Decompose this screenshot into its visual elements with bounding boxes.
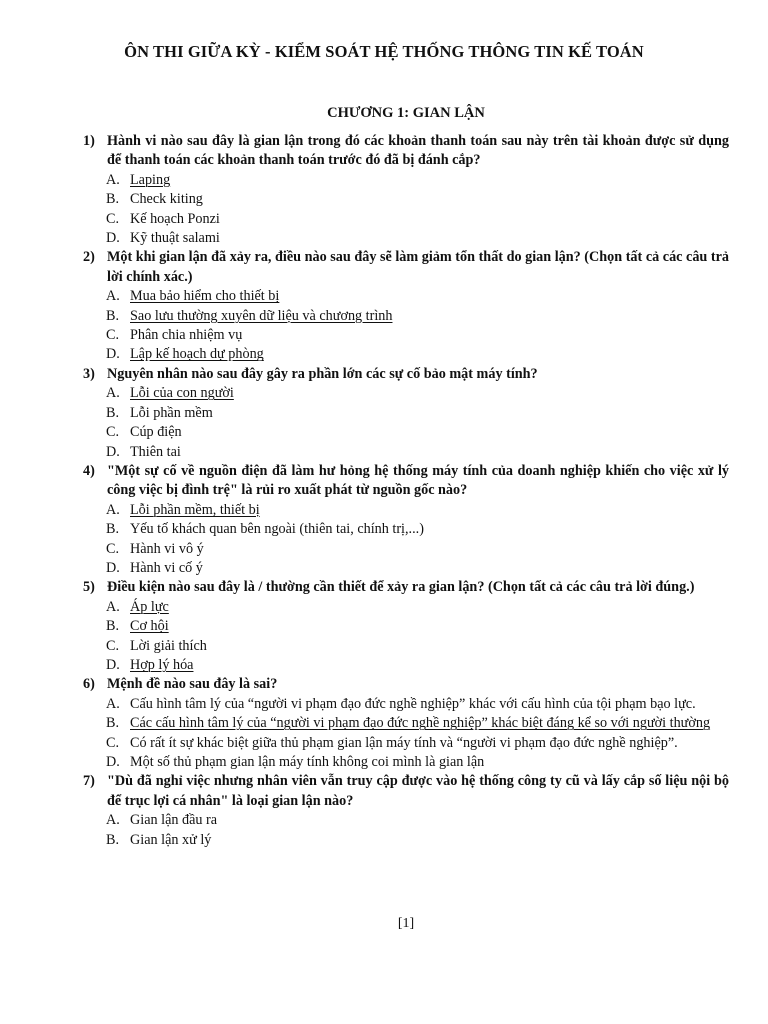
question-body: Nguyên nhân nào sau đây gây ra phần lớn các sự cố bảo mật máy tính?	[107, 365, 538, 382]
option-label: B.	[106, 404, 120, 421]
option-label: B.	[106, 831, 120, 848]
answer-option	[106, 520, 730, 539]
option-label: A.	[106, 812, 120, 829]
question-3	[0, 365, 768, 462]
question-number: 6)	[83, 676, 95, 693]
option-text: Lời giải thích	[130, 637, 207, 654]
answer-option	[106, 695, 730, 714]
question-body: Mệnh đề nào sau đây là sai?	[107, 676, 278, 693]
option-text: Phân chia nhiệm vụ	[130, 327, 243, 344]
question-number: 4)	[83, 462, 95, 479]
answer-option	[106, 559, 730, 578]
option-text-correct: Mua bảo hiểm cho thiết bị	[130, 288, 280, 305]
answer-option	[106, 598, 730, 617]
answer-option	[106, 734, 730, 753]
question-text	[83, 578, 729, 597]
answer-option	[106, 656, 730, 675]
answer-option	[106, 443, 730, 462]
option-text-correct: Laping	[130, 171, 171, 188]
answer-option	[106, 753, 730, 772]
answer-option	[106, 326, 730, 345]
answer-option	[106, 345, 730, 364]
option-label: D.	[106, 754, 120, 770]
option-text: Gian lận đầu ra	[130, 812, 218, 829]
option-text: Cúp điện	[130, 424, 182, 441]
option-text-correct: Lỗi phần mềm, thiết bị	[130, 501, 260, 518]
question-list	[0, 132, 768, 850]
answer-option	[106, 190, 730, 209]
option-label: A.	[106, 695, 120, 712]
answer-option	[106, 501, 730, 520]
option-text: Cấu hình tâm lý của “người vi phạm đạo đức nghề nghiệp” khác với cấu hình của tội phạm bạo lực.	[130, 695, 696, 712]
question-body: Một khi gian lận đã xảy ra, điều nào sau đây sẽ làm giảm tổn thất do gian lận? (Chọn tất cả các câu trả lời chính xác.)	[107, 249, 729, 285]
option-label: A.	[106, 598, 120, 615]
option-label: A.	[106, 171, 120, 188]
question-2	[0, 248, 768, 364]
answer-option	[106, 617, 730, 636]
option-label: A.	[106, 385, 120, 402]
option-text-correct: Các cấu hình tâm lý của “người vi phạm đạo đức nghề nghiệp” khác biệt đáng kể so với người thường	[130, 715, 711, 732]
question-1	[0, 132, 768, 248]
option-text: Check kiting	[130, 191, 203, 208]
question-body: Điều kiện nào sau đây là / thường cần thiết để xảy ra gian lận? (Chọn tất cả các câu trả lời đúng.)	[107, 579, 695, 596]
question-text	[83, 365, 729, 384]
option-label: A.	[106, 501, 120, 518]
option-text-correct: Lỗi của con người	[130, 385, 234, 402]
option-label: D.	[106, 559, 120, 576]
answer-option	[106, 404, 730, 423]
option-text: Lỗi phần mềm	[130, 404, 213, 421]
document-title: ÔN THI GIỮA KỲ - KIỂM SOÁT HỆ THỐNG THÔNG TIN KẾ TOÁN	[124, 42, 644, 61]
question-text	[83, 462, 729, 501]
option-label: B.	[106, 307, 120, 324]
option-label: D.	[106, 443, 120, 460]
option-label: C.	[106, 637, 120, 654]
question-text	[83, 772, 729, 811]
question-7	[0, 772, 768, 850]
question-text	[83, 248, 729, 287]
answer-option	[106, 384, 730, 403]
option-label: C.	[106, 424, 120, 441]
option-text: Có rất ít sự khác biệt giữa thủ phạm gian lận máy tính và “người vi phạm đạo đức nghề nghiệp”.	[130, 734, 678, 751]
option-text: Yếu tố khách quan bên ngoài (thiên tai, chính trị,...)	[130, 521, 424, 538]
question-body: "Dù đã nghỉ việc nhưng nhân viên vẫn truy cập được vào hệ thống công ty cũ và lấy cắp số liệu nội bộ để trục lợi cá nhân" là loại gian lận nào?	[107, 773, 729, 809]
option-label: C.	[106, 327, 120, 344]
answer-option	[106, 171, 730, 190]
chapter-heading: CHƯƠNG 1: GIAN LẬN	[327, 105, 485, 121]
option-text: Gian lận xử lý	[130, 831, 212, 848]
option-text-correct: Áp lực	[130, 598, 169, 615]
answer-option	[106, 210, 730, 229]
option-label: C.	[106, 540, 120, 557]
answer-option	[106, 714, 730, 733]
answer-option	[106, 287, 730, 306]
option-text-correct: Cơ hội	[130, 618, 169, 635]
option-text: Một số thủ phạm gian lận máy tính không coi mình là gian lận	[130, 754, 485, 770]
option-text-correct: Lập kế hoạch dự phòng	[130, 346, 264, 363]
page-number: [1]	[397, 916, 415, 931]
question-number: 1)	[83, 133, 95, 149]
option-label: D.	[106, 656, 120, 673]
question-number: 2)	[83, 249, 95, 266]
option-text: Kế hoạch Ponzi	[130, 210, 220, 227]
option-label: C.	[106, 210, 120, 227]
option-label: B.	[106, 191, 120, 208]
option-text-correct: Sao lưu thường xuyên dữ liệu và chương trình	[130, 307, 393, 324]
question-text	[83, 132, 729, 171]
option-text: Hành vi vô ý	[130, 540, 204, 557]
option-label: B.	[106, 521, 120, 538]
option-label: C.	[106, 734, 120, 751]
question-4	[0, 462, 768, 578]
option-label: D.	[106, 346, 120, 363]
answer-option	[106, 811, 730, 830]
question-5	[0, 578, 768, 675]
option-label: B.	[106, 618, 120, 635]
question-number: 3)	[83, 365, 95, 382]
question-body: "Một sự cố về nguồn điện đã làm hư hỏng hệ thống máy tính của doanh nghiệp khiến cho việc xử lý công việc bị đình trệ" là rủi ro xuất phát từ nguồn gốc nào?	[107, 462, 729, 499]
answer-option	[106, 229, 730, 248]
option-label: B.	[106, 715, 120, 732]
option-label: A.	[106, 288, 120, 305]
option-text-correct: Hợp lý hóa	[130, 656, 194, 673]
answer-option	[106, 831, 730, 850]
answer-option	[106, 540, 730, 559]
question-6	[0, 675, 768, 772]
question-body: Hành vi nào sau đây là gian lận trong đó các khoản thanh toán sau này trên tài khoản được sử dụng để thanh toán các khoản thanh toán trước đó đã bị đánh cắp?	[107, 133, 729, 169]
option-text: Kỹ thuật salami	[130, 230, 220, 247]
question-number: 7)	[83, 773, 95, 790]
option-text: Thiên tai	[130, 443, 181, 460]
question-text	[83, 675, 729, 694]
question-number: 5)	[83, 579, 95, 596]
option-label: D.	[106, 230, 120, 247]
option-text: Hành vi cố ý	[130, 559, 203, 576]
answer-option	[106, 423, 730, 442]
answer-option	[106, 307, 730, 326]
answer-option	[106, 637, 730, 656]
